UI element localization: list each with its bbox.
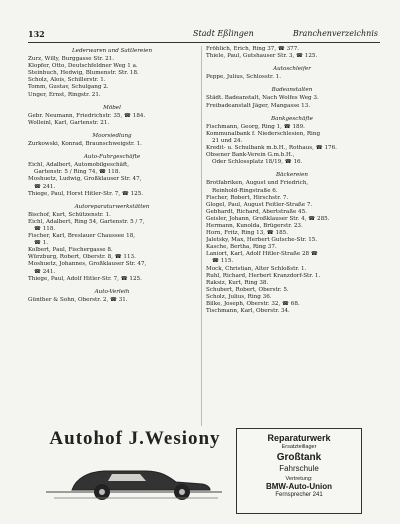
section-heading: Möbel [103,104,121,111]
section-gap [28,99,196,103]
directory-entry: Klopfer, Otto, Deutschfeldner Weg 1 a. [28,63,138,70]
directory-entry: Bischof, Kurt, Schützenstr. 1. [28,211,111,218]
section-heading: Auto-Verleih [94,288,130,295]
section-heading: Autoreparaturwerkstätten [74,203,150,210]
header-place: Stadt Eßlingen [193,29,254,38]
directory-entry: Unger, Ernst, Ringstr. 21. [28,91,101,98]
directory-entry: ☎ 115. [212,258,234,265]
directory-entry: Ruhl, Richard, Herbert Kranzdorf-Str. 1. [206,272,321,279]
directory-entry: Hermann, Kunolda, Brügerstr. 23. [206,222,303,229]
directory-entry: Geisler, Johann, Großklauser Str. 4, ☎ 285. [206,215,330,222]
directory-entry: Brotfabriken, August und Friedrich, [206,180,309,187]
directory-entry: Kasche, Bertha, Ring 37. [206,244,277,251]
section-gap [28,148,196,152]
repair-shop-advertisement [236,428,362,514]
section-heading: Auto-Fuhrgeschäfte [83,154,141,161]
directory-entry: Moshuetz, Ludwig, Großklauser Str. 47, [28,176,142,183]
directory-entry: Kommunalbank f. Niederschlesien, Ring [206,130,321,137]
section-gap [206,166,378,170]
autohof-advertisement [42,426,228,506]
directory-entry: Thiege, Paul, Horst Hitler-Str. 7, ☎ 125. [28,190,144,197]
section-heading: Lederwaren und Sattlereien [71,48,153,54]
directory-entry: Gartenstr. 5 / Ring 74, ☎ 118. [34,169,121,176]
ad-line-2: Ersatzteillager [281,444,317,450]
section-heading: Badeanstalten [271,87,313,94]
directory-entry: Laniort, Karl, Adolf Hitler-Straße 28 ☎ [206,251,318,258]
directory-entry: Bilke, Joseph, Oberstr. 32, ☎ 68. [206,301,300,307]
running-title: Branchenverzeichnis [292,29,378,38]
directory-entry: Fischmann, Georg, Ring 1, ☎ 189. [206,123,305,130]
directory-entry: Scholz, Julius, Ring 36. [206,293,272,300]
directory-entry: Mock, Christian, Alter Schloßstr. 1. [206,265,307,272]
column-divider [201,46,202,426]
directory-entry: Oder Schlossplatz 18/19, ☎ 16. [212,159,303,166]
directory-entry: Fischer, Karl, Breslauer Chaussee 18, [28,233,136,240]
directory-entry: Moshuetz, Johannes, Großklauser Str. 47, [28,261,147,268]
ad-line-6: BMW-Auto-Union [265,482,333,491]
directory-entry: Scholz, Alois, Schillerstr. 1. [28,77,106,84]
ad-line-5: Vertretung: [285,476,313,482]
page-header [28,28,380,43]
section-heading: Bankgeschäfte [271,115,313,122]
directory-entry: Freibadeanstalt Jäger, Mangasse 13. [206,102,311,109]
directory-entry: Zurkowski, Konrad, Braunschweigstr. 1. [28,141,142,148]
directory-entry: ☎ 241. [34,183,56,190]
directory-entry: Eichl, Adalbert, Automobilgeschäft, [28,162,130,169]
section-heading: Bäckereien [276,172,308,179]
directory-entry: Schubert, Robert, Oberstr. 5. [206,286,289,293]
directory-entry: Würzburg, Robert, Oberstr. 8, ☎ 113. [28,254,136,261]
section-gap [206,110,378,114]
directory-entry: Fischer, Robert, Hirschstr. 7. [206,194,289,201]
directory-entry: Wolleinl, Karl, Gartenstr. 21. [28,119,110,126]
ad-line-4: Fahrschule [279,464,319,473]
directory-entry: Jaletsky, Max, Herbert Gutsche-Str. 15. [206,237,318,244]
directory-entry: Städt. Badeanstalt, Nach Wolfes Weg 3. [206,95,319,102]
directory-entry: Thiege, Paul, Adolf Hitler-Str. 7, ☎ 125. [28,275,142,282]
directory-entry: Horn, Fritz, Ring 13, ☎ 185. [206,230,289,237]
directory-entry: Obsener Bank-Verein G.m.b.H., [206,152,295,159]
ad-line-1: Reparaturwerk [267,433,331,443]
directory-entry: Kredit- u. Schulbank m.b.H., Rothaus, ☎ 176. [206,145,337,152]
directory-entry: ☎ 1. [34,240,49,247]
directory-entry: Thiele, Paul, Gutshauser Str. 3, ☎ 125. [206,53,318,60]
directory-entry: Peppe, Julius, Schlosstr. 1. [206,74,281,81]
directory-entry: Glogel, Paul, August Feitler-Straße 7. [206,201,313,208]
section-gap [206,60,378,64]
directory-entry: Zurz, Willy, Burggasse Str. 21. [28,56,114,63]
section-gap [206,81,378,85]
directory-entry: Eichl, Adalbert, Ring 54, Gartenstr. 5 / 7, [28,218,145,225]
directory-entry: Reinhold-Ringstraße 6. [212,187,278,194]
section-gap [28,127,196,131]
right-column [206,46,378,315]
section-heading: Moorsiedlung [92,132,132,139]
left-column [28,46,196,304]
section-gap [28,198,196,202]
directory-entry: Fröhlich, Erich, Ring 37, ☎ 377. [206,46,300,52]
directory-entry: Gebr. Neumann, Friedrichstr. 35, ☎ 184. [28,112,146,119]
directory-entry: Tomm, Gustav, Schulgang 2. [28,84,109,91]
directory-entry: Steinbuch, Hedwig, Blumenstr. Str. 18. [28,70,139,77]
directory-entry: ☎ 118. [34,225,56,232]
section-heading: Autoschleifer [273,66,311,73]
ad-line-7: Fernsprecher 241 [275,492,323,498]
directory-entry: Kolbert, Paul, Fischergasse 8. [28,247,113,254]
directory-entry: ☎ 241. [34,268,56,275]
ad-line-3: Großtank [276,452,322,463]
car-illustration-icon [42,456,228,504]
directory-entry: Tischmann, Karl, Oberstr. 34. [206,308,290,315]
directory-entry: 21 und 24. [212,137,243,144]
page-number: 132 [28,29,45,39]
directory-entry: Raksiz, Kurt, Ring 38. [206,279,269,286]
directory-entry: Gebhardt, Richard, Abertstraße 45. [206,208,307,215]
autohof-ad-title: Autohof J.Wesiony [49,428,221,449]
section-gap [28,283,196,287]
directory-entry: Günther & Sohn, Oberstr. 2, ☎ 31. [28,296,128,303]
